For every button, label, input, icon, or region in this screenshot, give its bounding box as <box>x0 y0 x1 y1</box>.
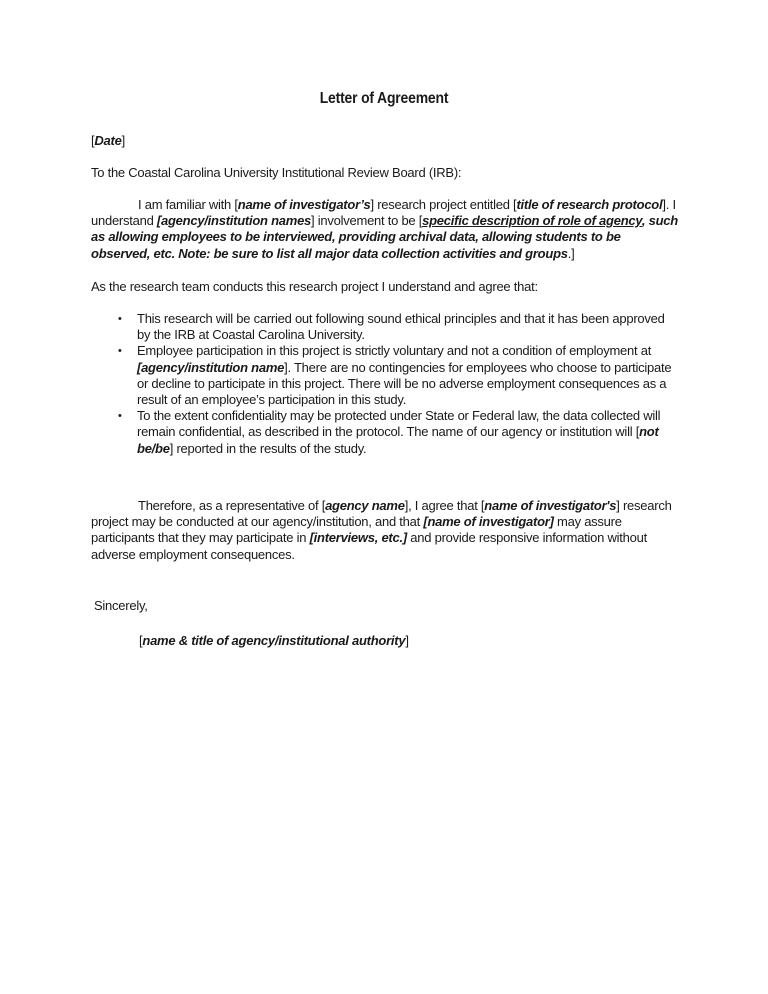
text: ]. I understand <box>91 197 676 229</box>
text: may assure participants that they may participate in <box>91 514 622 546</box>
bracket: ] <box>405 633 409 648</box>
placeholder-investigator-name: name of investigator’s <box>237 197 371 212</box>
text: ] research project entitled [ <box>370 197 517 212</box>
placeholder-not-be-be: not be/be <box>137 424 659 456</box>
text: Employee participation in this project is strictly voluntary and not a condition of employment at <box>137 343 652 359</box>
text: This research will be carried out following sound ethical principles and that it has been approved by the IRB at Coastal Carolina University. <box>137 311 665 343</box>
placeholder-agency-names: [agency/institution names <box>156 213 312 229</box>
signature-line <box>139 633 729 649</box>
bracket: [ <box>139 633 143 648</box>
paragraph-involvement <box>91 197 681 262</box>
text: ] research project may be conducted at our agency/institution, and that <box>91 498 672 530</box>
list-item <box>91 408 681 457</box>
text: and provide responsive information without adverse employment consequences. <box>91 530 647 562</box>
intro-line: As the research team conducts this research project I understand and agree that: <box>91 279 538 294</box>
placeholder-agency-name: [agency/institution name <box>137 359 285 375</box>
bracket: [ <box>91 133 95 148</box>
date-placeholder: Date <box>94 133 122 148</box>
list-item <box>91 311 681 343</box>
bracket: ] <box>121 133 125 148</box>
placeholder-investigator-name: name of investigator's <box>484 498 617 513</box>
placeholder-role-description: specific description of role of agency <box>422 213 642 229</box>
paragraph-consent <box>91 498 681 563</box>
bullet-icon: • <box>118 410 122 423</box>
closing: Sincerely, <box>94 598 148 613</box>
text: ] reported in the results of the study. <box>169 440 367 456</box>
placeholder-activities: [interviews, etc.] <box>309 530 407 546</box>
bullet-icon: • <box>118 345 122 358</box>
list-item <box>91 343 681 408</box>
text: To the extent confidentiality may be protected under State or Federal law, the data collected will remain confidential, as described in the protocol. The name of our agency or institution will [ <box>137 408 661 440</box>
placeholder-protocol-title: title of research protocol <box>516 197 663 212</box>
document-title: Letter of Agreement <box>319 90 449 107</box>
bullet-icon: • <box>118 313 122 325</box>
text: I am familiar with [ <box>138 197 238 212</box>
placeholder-authority: name & title of agency/institutional authority <box>142 633 406 648</box>
text: ], I agree that [ <box>404 498 485 513</box>
text: ]. There are no contingencies for employees who choose to participate or decline to participate in this project. There will be no adverse employment consequences as a result of an employee’s participation in this study. <box>137 359 672 408</box>
text: Therefore, as a representative of [ <box>138 498 326 513</box>
placeholder-agency-name: agency name <box>325 498 405 513</box>
salutation: To the Coastal Carolina University Institutional Review Board (IRB): <box>91 165 462 180</box>
agreement-list <box>91 311 681 457</box>
date-line <box>91 133 681 149</box>
placeholder-role-examples: , such as allowing employees to be interviewed, providing archival data, allowing students to be observed, etc. Note: be sure to list all major data collection activities and groups <box>91 213 678 261</box>
placeholder-investigator: [name of investigator] <box>423 514 554 530</box>
text: ] involvement to be [ <box>311 213 423 229</box>
text: .] <box>567 245 575 261</box>
